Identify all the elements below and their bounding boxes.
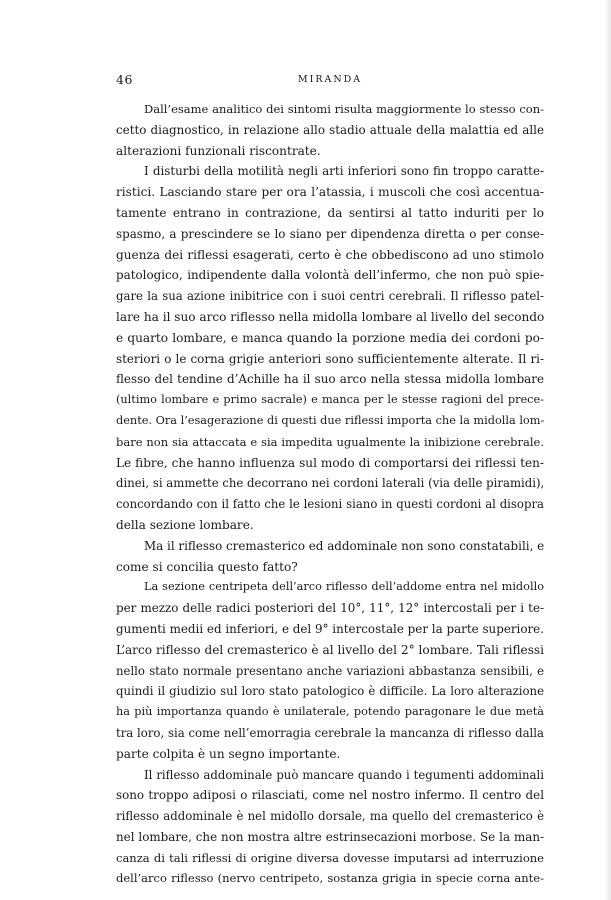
page-header — [116, 72, 544, 88]
text-line: La sezione centripeta dell’arco riflesso dell’addome entra nel midollo — [144, 580, 544, 594]
text-line: Ma il riflesso cremasterico ed addominale non sono constatabili, e — [144, 538, 545, 553]
text-line: nel lombare, che non mostra altre estrinsecazioni morbose. Se la man- — [116, 829, 544, 844]
text-line: dell’arco riflesso (nervo centripeto, sostanza grigia in specie corna ante- — [116, 871, 544, 886]
page-number: 46 — [116, 72, 133, 87]
text-line: tra loro, sia come nell’emorragia cerebrale la mancanza di riflesso dalla — [116, 725, 544, 740]
text-line: riflesso addominale è nel midollo dorsale, ma quello del cremasterico è — [116, 809, 544, 824]
text-line: I disturbi della motilità negli arti inferiori sono fin troppo caratte- — [144, 164, 544, 179]
text-line: canza di tali riflessi di origine diversa dovesse imputarsi ad interruzione — [116, 850, 544, 865]
text-line: L’arco riflesso del cremasterico è al livello del 2° lombare. Tali riflessi — [116, 642, 544, 657]
text-line: steriori o le corna grigie anteriori sono sufficientemente alterate. Il ri- — [116, 351, 544, 366]
text-line: come si concilia questo fatto? — [116, 559, 298, 574]
text-line: alterazioni funzionali riscontrate. — [116, 143, 321, 158]
text-line: parte colpita è un segno importante. — [116, 746, 341, 761]
text-line: e quarto lombare, e manca quando la porzione media dei cordoni po- — [116, 330, 544, 345]
page-edge — [605, 0, 611, 900]
body-text — [116, 99, 544, 889]
text-line: ristici. Lasciando stare per ora l’atassia, i muscoli che così accentua- — [116, 185, 544, 200]
text-line: Dall’esame analitico dei sintomi risulta maggiormente lo stesso con- — [144, 102, 544, 116]
text-line: (ultimo lombare e primo sacrale) e manca per le stesse ragioni del prece- — [116, 393, 544, 407]
text-line: della sezione lombare. — [116, 517, 254, 532]
text-line: Le fibre, che hanno influenza sul modo di comportarsi dei riflessi ten- — [116, 455, 544, 470]
text-line: Il riflesso addominale può mancare quando i tegumenti addominali — [144, 767, 544, 782]
text-line: guenza dei riflessi esagerati, certo è che obbediscono ad uno stimolo — [116, 247, 544, 262]
text-line: bare non sia attaccata e sia impedita ugualmente la inibizione cerebrale. — [116, 434, 544, 449]
text-line: flesso del tendine d’Achille ha il suo arco nella stessa midolla lombare — [116, 372, 544, 387]
text-line: quindi il giudizio sul loro stato patologico è difficile. La loro alterazione — [116, 684, 544, 699]
text-line: sono troppo adiposi o rilasciati, come nel nostro infermo. Il centro del — [116, 788, 544, 803]
text-line: dente. Ora l’esagerazione di questi due riflessi importa che la midolla lom- — [116, 413, 545, 427]
text-line: ha più importanza quando è unilaterale, potendo paragonare le due metà — [116, 705, 544, 719]
text-line: patologico, indipendente dalla volontà dell’infermo, che non può spie- — [116, 268, 544, 283]
text-line: nello stato normale presentano anche variazioni abbastanza sensibili, e — [116, 663, 544, 678]
text-line: per mezzo delle radici posteriori del 10°, 11°, 12° intercostali per i te- — [116, 601, 544, 616]
running-head: MIRANDA — [297, 74, 363, 85]
text-line: cetto diagnostico, in relazione allo stadio attuale della malattia ed alle — [116, 122, 544, 137]
text-line: lare ha il suo arco riflesso nella midolla lombare al livello del secondo — [116, 309, 545, 324]
text-line: concordando con il fatto che le lesioni siano in questi cordoni al disopra — [116, 497, 544, 512]
text-line: tamente entrano in contrazione, da sentirsi al tatto induriti per lo — [116, 205, 544, 220]
text-line: dinei, si ammette che decorrano nei cordoni laterali (via delle piramidi), — [116, 476, 545, 491]
text-line: spasmo, a prescindere se lo siano per dipendenza diretta o per conse- — [116, 226, 544, 241]
text-line: gumenti medii ed inferiori, e del 9° intercostale per la parte superiore. — [116, 621, 544, 636]
text-line: gare la sua azione inibitrice con i suoi centri cerebrali. Il riflesso patel- — [116, 289, 544, 304]
